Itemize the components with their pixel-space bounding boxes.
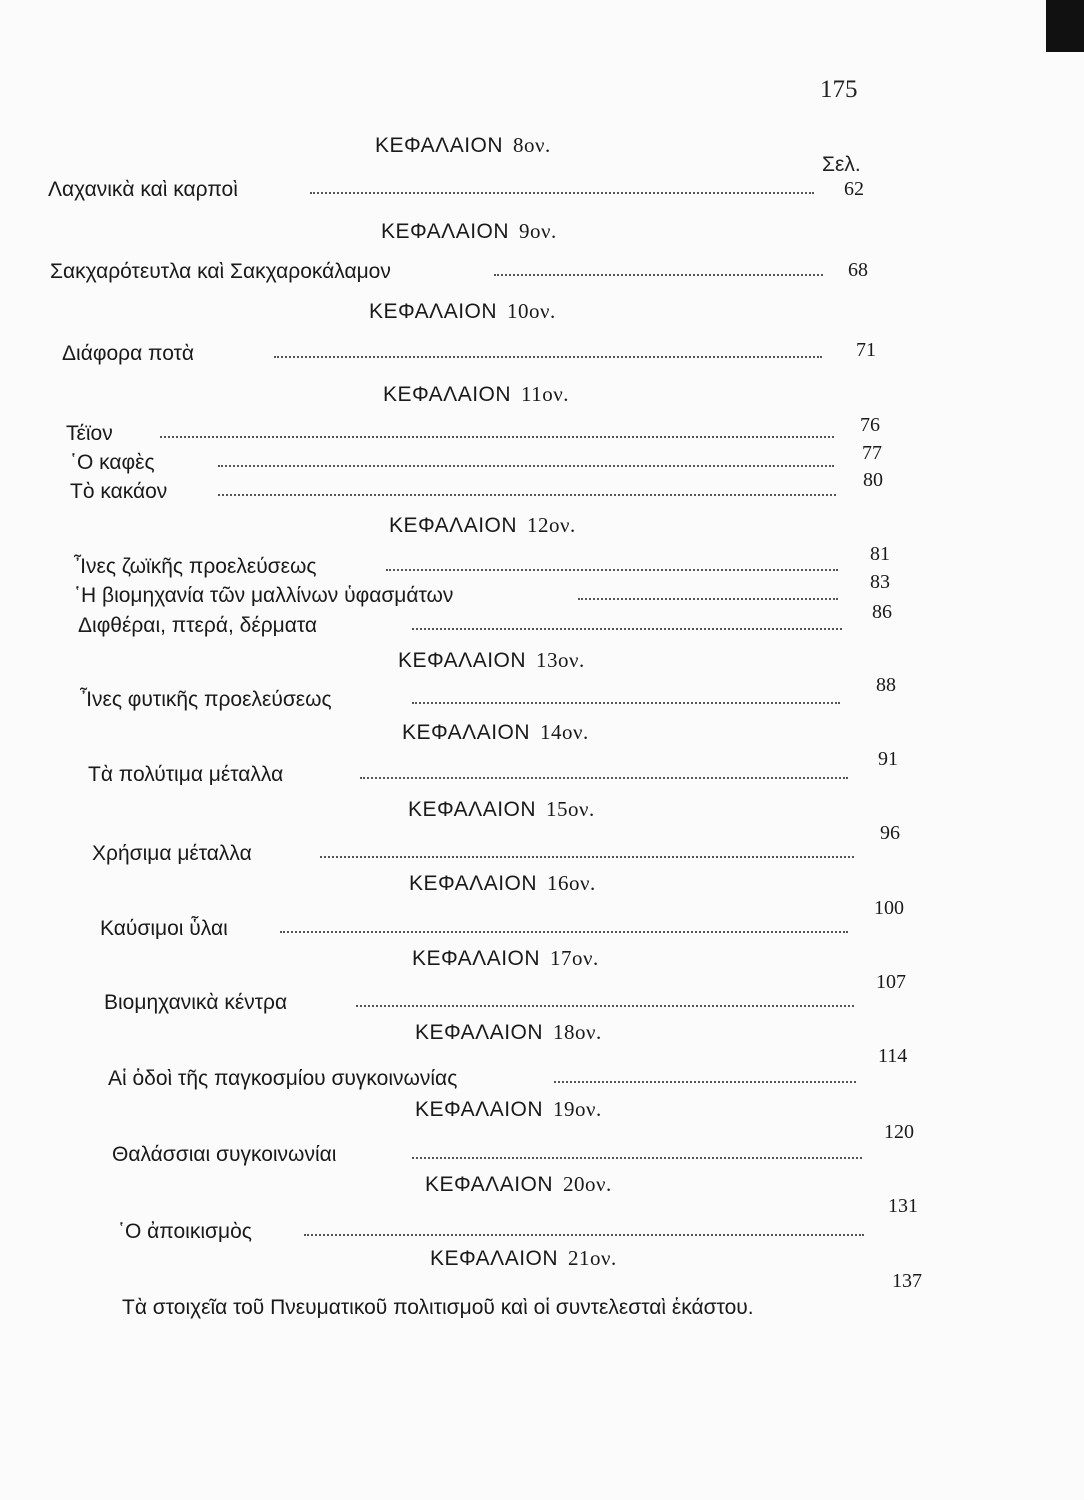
chapter-number: 17ον.	[550, 946, 599, 970]
toc-entry-page: 91	[878, 748, 898, 770]
toc-entry-page: 86	[872, 601, 892, 623]
chapter-number: 10ον.	[507, 299, 556, 323]
toc-entry	[48, 178, 870, 208]
toc-entry-page: 71	[856, 339, 876, 361]
dot-leader	[218, 490, 836, 496]
chapter-word: ΚΕΦΑΛΑΙΟΝ	[383, 383, 512, 406]
toc-entry-title: Τὰ στοιχεῖα τοῦ Πνευματικοῦ πολιτισμοῦ καὶ οἱ συντελεσταὶ ἑκάστου.	[122, 1296, 754, 1319]
toc-entry-page: 114	[878, 1045, 908, 1067]
toc-entry	[112, 1121, 920, 1173]
chapter-heading	[375, 133, 551, 158]
toc-entry-title: Ἶνες φυτικῆς προελεύσεως	[80, 688, 332, 711]
chapter-word: ΚΕΦΑΛΑΙΟΝ	[398, 649, 527, 672]
chapter-heading	[369, 299, 556, 324]
dot-leader	[360, 773, 848, 779]
chapter-number: 21ον.	[568, 1246, 617, 1270]
toc-entry-title: ῾Η βιομηχανία τῶν μαλλίνων ὑφασμάτων	[74, 584, 454, 607]
toc-entry-title: Χρήσιμα μέταλλα	[92, 842, 252, 865]
toc-entry	[70, 469, 888, 510]
chapter-heading	[412, 946, 599, 971]
chapter-number: 12ον.	[527, 513, 576, 537]
chapter-number: 19ον.	[553, 1097, 602, 1121]
toc-entry	[66, 414, 886, 452]
page-column-label: Σελ.	[822, 153, 861, 176]
dot-leader	[320, 852, 854, 858]
chapter-number: 20ον.	[563, 1172, 612, 1196]
toc-entry	[118, 1195, 924, 1250]
dot-leader	[274, 352, 822, 358]
toc-entry-title: ῾Ο καφὲς	[70, 451, 155, 474]
toc-entry	[104, 971, 912, 1021]
chapter-heading	[389, 513, 576, 538]
chapter-word: ΚΕΦΑΛΑΙΟΝ	[381, 220, 510, 243]
chapter-number: 16ον.	[547, 871, 596, 895]
dot-leader	[356, 1001, 854, 1007]
dot-leader	[386, 565, 838, 571]
toc-entry-page: 120	[884, 1121, 914, 1143]
toc-entry	[108, 1045, 916, 1097]
toc-entry-page: 137	[892, 1270, 922, 1292]
toc-entry-title: Διφθέραι, πτερά, δέρματα	[78, 614, 318, 637]
dot-leader	[578, 594, 838, 600]
toc-entry-title: Διάφορα ποτὰ	[62, 342, 195, 365]
chapter-number: 14ον.	[540, 720, 589, 744]
toc-entry-page: 131	[888, 1195, 918, 1217]
chapter-number: 11ον.	[521, 382, 570, 406]
toc-entry-title: Αἱ ὁδοὶ τῆς παγκοσμίου συγκοινωνίας	[108, 1067, 458, 1090]
toc-entry-title: Βιομηχανικὰ κέντρα	[104, 991, 288, 1014]
chapter-word: ΚΕΦΑΛΑΙΟΝ	[430, 1247, 559, 1270]
chapter-word: ΚΕΦΑΛΑΙΟΝ	[402, 721, 531, 744]
chapter-heading	[381, 219, 557, 244]
dot-leader	[554, 1077, 856, 1083]
chapter-word: ΚΕΦΑΛΑΙΟΝ	[369, 300, 498, 323]
toc-entry-page: 96	[880, 822, 900, 844]
toc-entry-title: Τέϊον	[66, 422, 113, 445]
toc-entry-page: 77	[862, 442, 882, 464]
chapter-number: 9ον.	[519, 219, 557, 243]
toc-entry	[92, 822, 908, 872]
toc-entry-title: ῾Ο ἀποικισμὸς	[118, 1220, 252, 1243]
toc-entry-page: 107	[876, 971, 906, 993]
toc-entry-title: Λαχανικὰ καὶ καρποὶ	[48, 178, 238, 201]
dot-leader	[412, 1153, 862, 1159]
chapter-number: 15ον.	[546, 797, 595, 821]
dot-leader	[160, 432, 834, 438]
chapter-number: 18ον.	[553, 1020, 602, 1044]
dot-leader	[412, 698, 840, 704]
toc-entry-page: 83	[870, 571, 890, 593]
toc-entry-title: Τὸ κακάον	[70, 480, 168, 503]
chapter-word: ΚΕΦΑΛΑΙΟΝ	[425, 1173, 554, 1196]
dot-leader	[412, 624, 842, 630]
dot-leader	[304, 1230, 864, 1236]
toc-entry-page: 76	[860, 414, 880, 436]
toc-entry	[50, 260, 875, 290]
toc-entry-page: 62	[844, 178, 864, 200]
chapter-number: 8ον.	[513, 133, 551, 157]
toc-entry	[100, 897, 912, 947]
toc-entry	[74, 543, 892, 585]
page-number: 175	[820, 76, 858, 103]
chapter-heading	[415, 1020, 602, 1045]
chapter-heading	[415, 1097, 602, 1122]
toc-entry	[122, 1270, 930, 1326]
chapter-heading	[398, 648, 585, 673]
chapter-number: 13ον.	[536, 648, 585, 672]
toc-entry-title: Θαλάσσιαι συγκοινωνίαι	[112, 1143, 337, 1166]
toc-entry	[80, 674, 900, 718]
toc-entry-title: Ἶνες ζωϊκῆς προελεύσεως	[74, 555, 317, 578]
chapter-heading	[409, 871, 596, 896]
chapter-word: ΚΕΦΑΛΑΙΟΝ	[415, 1021, 544, 1044]
chapter-word: ΚΕΦΑΛΑΙΟΝ	[408, 798, 537, 821]
dot-leader	[280, 927, 848, 933]
chapter-heading	[402, 720, 589, 745]
toc-entry-page: 100	[874, 897, 904, 919]
chapter-heading	[408, 797, 595, 822]
chapter-word: ΚΕΦΑΛΑΙΟΝ	[389, 514, 518, 537]
chapter-heading	[425, 1172, 612, 1197]
toc-entry	[70, 442, 886, 481]
dot-leader	[494, 270, 823, 276]
chapter-word: ΚΕΦΑΛΑΙΟΝ	[412, 947, 541, 970]
scan-edge-mark	[1046, 0, 1084, 52]
dot-leader	[310, 188, 814, 194]
toc-entry	[88, 748, 904, 793]
chapter-word: ΚΕΦΑΛΑΙΟΝ	[409, 872, 538, 895]
toc-entry-title: Σακχαρότευτλα καὶ Σακχαροκάλαμον	[50, 260, 391, 283]
toc-entry-page: 80	[863, 469, 883, 491]
toc-entry	[62, 339, 878, 372]
toc-entry-title: Τὰ πολύτιμα μέταλλα	[88, 763, 284, 786]
toc-entry-page: 88	[876, 674, 896, 696]
toc-entry-title: Καύσιμοι ὗλαι	[100, 917, 228, 940]
toc-entry	[74, 571, 894, 614]
chapter-word: ΚΕΦΑΛΑΙΟΝ	[375, 134, 504, 157]
toc-entry-page: 68	[848, 259, 868, 281]
chapter-heading	[383, 382, 569, 407]
toc-entry-page: 81	[870, 543, 890, 565]
toc-entry	[78, 601, 896, 644]
dot-leader	[218, 461, 834, 467]
chapter-word: ΚΕΦΑΛΑΙΟΝ	[415, 1098, 544, 1121]
